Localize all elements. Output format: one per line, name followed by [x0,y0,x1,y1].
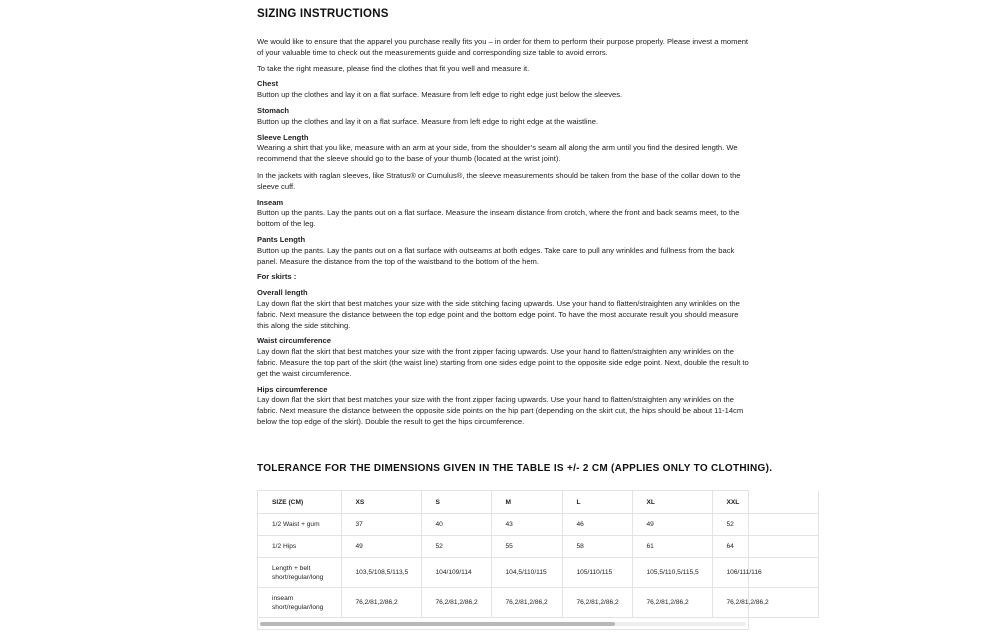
table-header-cell: XXL [712,491,818,514]
table-cell: 76,2/81,2/86,2 [712,588,818,618]
section-heading: For skirts : [257,272,297,282]
table-cell: 52 [712,514,818,536]
row-label: 1/2 Hips [258,536,341,558]
table-cell: 40 [421,514,491,536]
section-text: Lay down flat the skirt that best matches your size with the front zipper facing upwards. Use your hand to flatten/straighten any wrinkles on the fabric. Next measure the distance between the opposite side points on the hip part (depending on the skirt cut, the hips should be about 11-14cm below the top edge of the skirt). Double the result to get the hips circumference. [257,395,744,426]
section-chest [257,79,749,101]
table-header-cell: XL [632,491,712,514]
section-text: Lay down flat the skirt that best matches your size with the side stitching facing upwards. Use your hand to flatten/straighten any wrinkles on the fabric. Next measure the distance between the top edge point and the bottom edge point. To have the most accurate result you should measure this along the side stitching. [257,298,740,330]
intro-paragraph: We would like to ensure that the apparel you purchase really fits you – in order for them to perform their purpose properly. Please invest a moment of your valuable time to check out the measurements guide and corresponding size table to avoid errors. [257,37,749,57]
section-text: Lay down flat the skirt that best matches your size with the front zipper facing upwards. Use your hand to flatten/straighten any wrinkles on the fabric. Measure the top part of the skirt (the waist line) starting from one sides edge point to the opposite side edge point. Next, double the result to get the waist circumference. [257,347,749,378]
section-text: Button up the clothes and lay it on a flat surface. Measure from left edge to right edge just below the sleeves. [257,90,623,100]
section-heading: Stomach [257,105,290,115]
horizontal-scrollbar[interactable] [260,622,746,626]
table-cell: 76,2/81,2/86,2 [421,588,491,618]
page-content [257,0,773,611]
table-cell: 61 [632,536,712,558]
section-heading: Sleeve Length [257,132,309,142]
table-header-cell: L [562,491,632,514]
section-heading: Pants Length [257,234,306,244]
section-waist-circumference [257,336,749,379]
table-row [258,588,818,618]
table-row [258,558,818,588]
row-label: 1/2 Waist + gum [258,514,341,536]
table-cell: 64 [712,536,818,558]
section-sleeve-length [257,133,749,193]
table-row [258,536,818,558]
table-cell: 55 [491,536,562,558]
row-label: Length + belt short/regular/long [258,558,341,588]
table-cell: 58 [562,536,632,558]
table-cell: 49 [632,514,712,536]
table-cell: 37 [341,514,421,536]
table-header-cell: S [421,491,491,514]
section-text: In the jackets with raglan sleeves, like Stratus® or Cumulus®, the sleeve measurements should be taken from the base of the collar down to the sleeve cuff. [257,170,741,191]
section-text: Button up the pants. Lay the pants out on a flat surface with outseams at both edges. Take care to pull any wrinkles and fullness from the back panel. Measure the distance from the top of the waistband to the bottom of the hem. [257,245,735,266]
table-cell: 106/111/116 [712,558,818,588]
table-cell: 49 [341,536,421,558]
section-pants-length [257,235,749,267]
scrollbar-thumb[interactable] [260,622,615,626]
table-cell: 105/110/115 [562,558,632,588]
section-heading: Waist circumference [257,336,331,346]
row-label: inseam short/regular/long [258,588,341,618]
table-header-cell: XS [341,491,421,514]
table-cell: 104/109/114 [421,558,491,588]
table-cell: 76,2/81,2/86,2 [562,588,632,618]
table-cell: 46 [562,514,632,536]
section-text: Button up the pants. Lay the pants out on a flat surface. Measure the inseam distance from crotch, where the front and back seams meet, to the bottom of the leg. [257,208,740,229]
section-overall-length [257,288,749,331]
page-title: SIZING INSTRUCTIONS [257,8,389,20]
table-cell: 43 [491,514,562,536]
table-cell: 105,5/110,5/115,5 [632,558,712,588]
section-heading: Overall length [257,288,308,298]
section-heading: Hips circumference [257,384,328,394]
section-text: Wearing a shirt that you like, measure with an arm at your side, from the shoulder’s seam all along the arm until you find the desired length. We recommend that the sleeve should go to the base of your thumb (located at the wrist joint). [257,143,738,164]
table-cell: 104,5/110/115 [491,558,562,588]
table-cell: 52 [421,536,491,558]
table-header-cell: SIZE (CM) [258,491,341,514]
instructions-body [257,37,749,428]
section-stomach [257,106,749,128]
table-cell: 76,2/81,2/86,2 [491,588,562,618]
size-table [258,491,819,618]
table-header-row [258,491,818,514]
tolerance-heading: TOLERANCE FOR THE DIMENSIONS GIVEN IN THE TABLE IS +/- 2 CM (APPLIES ONLY TO CLOTHING). [257,463,773,474]
section-heading: Chest [257,79,279,89]
size-table-container[interactable] [257,490,769,630]
table-cell: 76,2/81,2/86,2 [632,588,712,618]
section-text: Button up the clothes and lay it on a flat surface. Measure from left edge to right edge at the waistline. [257,116,599,126]
table-row [258,514,818,536]
section-inseam [257,198,749,230]
table-cell: 103,5/108,5/113,5 [341,558,421,588]
table-cell: 76,2/81,2/86,2 [341,588,421,618]
section-hips-circumference [257,385,749,428]
section-heading: Inseam [257,197,284,207]
section-skirts [257,272,749,283]
intro-paragraph: To take the right measure, please find the clothes that fit you well and measure it. [257,63,530,73]
table-header-cell: M [491,491,562,514]
